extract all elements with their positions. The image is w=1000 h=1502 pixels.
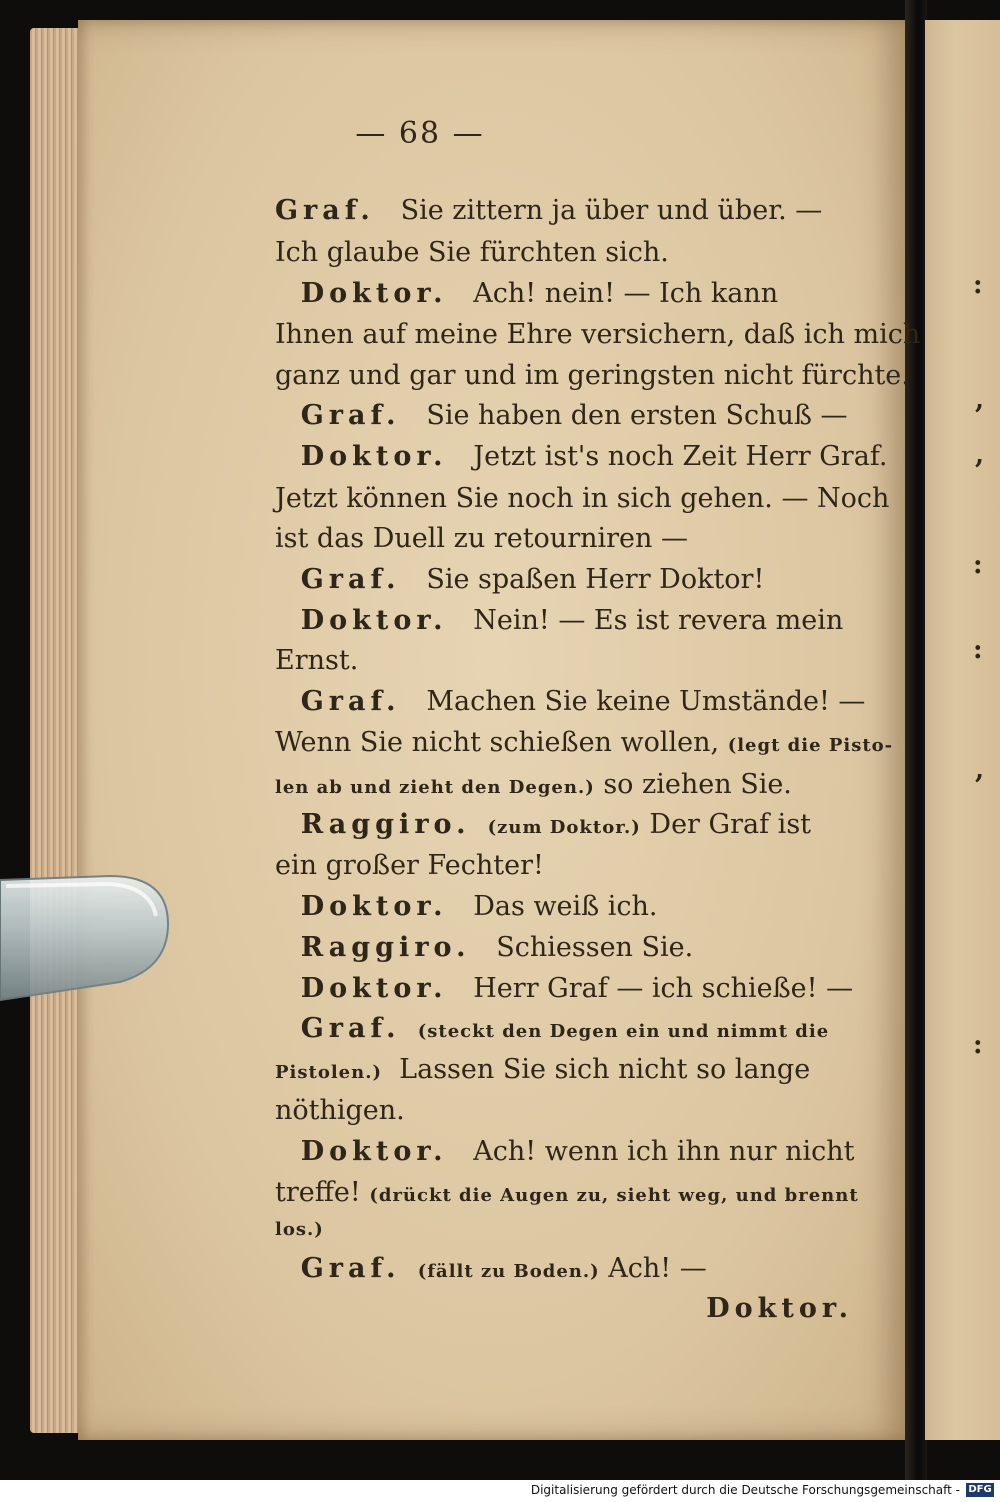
text-line — [275, 890, 853, 924]
text-line — [275, 808, 853, 845]
text-line — [275, 1252, 853, 1289]
speaker-name: Graf. — [300, 400, 401, 431]
text-line — [275, 1176, 859, 1213]
speaker-name: Graf. — [300, 1013, 401, 1044]
stage-direction: Pistolen.) — [275, 1062, 382, 1083]
text-line — [275, 1012, 853, 1049]
dialogue-text: Ach! nein! — Ich kann — [473, 278, 779, 309]
facing-page-edge: : , , : : , : — [925, 20, 1000, 1440]
dialogue-text: Sie zittern ja über und über. — — [400, 195, 823, 226]
stage-direction: (fällt zu Boden.) — [417, 1261, 600, 1282]
book-gutter — [905, 0, 927, 1480]
dialogue-text: Sie haben den ersten Schuß — — [426, 400, 848, 431]
speaker-name: Graf. — [300, 1253, 401, 1284]
dialogue-text: Ich glaube Sie fürchten sich. — [275, 237, 669, 268]
speaker-name: Doktor. — [300, 973, 448, 1004]
text-line — [275, 522, 853, 556]
speaker-name: Raggiro. — [300, 932, 471, 963]
text-line — [275, 644, 853, 678]
speaker-name: Raggiro. — [300, 809, 471, 840]
dialogue-text: Lassen Sie sich nicht so lange — [399, 1054, 811, 1085]
text-line — [275, 604, 853, 638]
glass-page-weight — [0, 872, 170, 1002]
dialogue-text: Ach! wenn ich ihn nur nicht — [473, 1136, 855, 1167]
text-line — [275, 1135, 853, 1169]
text-line — [275, 399, 853, 433]
dialogue-text: ganz und gar und im geringsten nicht fürchte. — [275, 360, 910, 391]
speaker-name: Graf. — [275, 195, 375, 226]
speaker-name: Doktor. — [300, 278, 448, 309]
dialogue-text: Ernst. — [275, 645, 359, 676]
text-line — [275, 1053, 853, 1090]
footer-credit: Digitalisierung gefördert durch die Deutsche Forschungsgemeinschaft - — [530, 1483, 960, 1497]
dialogue-text: treffe! — [275, 1177, 361, 1208]
stage-direction: (zum Doktor.) — [487, 817, 641, 838]
dialogue-text: nöthigen. — [275, 1095, 405, 1126]
dialogue-text: Herr Graf — ich schieße! — — [473, 973, 854, 1004]
dialogue-text: Sie spaßen Herr Doktor! — [426, 564, 765, 595]
text-line — [275, 563, 853, 597]
text-line — [275, 440, 888, 474]
dialogue-text: Der Graf ist — [649, 809, 812, 840]
text-line — [275, 277, 853, 311]
dialogue-text: Nein! — Es ist revera mein — [473, 605, 844, 636]
dialogue-text: ein großer Fechter! — [275, 850, 544, 881]
text-line — [275, 482, 890, 516]
text-line — [275, 1210, 853, 1247]
stage-direction: los.) — [275, 1219, 324, 1240]
text-line — [275, 1094, 853, 1128]
dialogue-text: ist das Duell zu retourniren — — [275, 523, 688, 554]
speaker-name: Doktor. — [300, 441, 448, 472]
speaker-name: Doktor. — [300, 891, 448, 922]
text-line — [275, 726, 894, 763]
dialogue-text: Ihnen auf meine Ehre versichern, daß ich mich — [275, 319, 921, 350]
dialogue-text: Machen Sie keine Umstände! — — [426, 686, 866, 717]
stage-direction: len ab und zieht den Degen.) — [275, 777, 595, 798]
text-line — [275, 685, 866, 719]
text-line — [275, 318, 921, 352]
catchword-line — [275, 1292, 853, 1326]
dialogue-text: so ziehen Sie. — [603, 769, 792, 800]
dialogue-text: Schiessen Sie. — [496, 932, 694, 963]
dfg-logo: DFG — [966, 1483, 994, 1497]
text-line — [275, 931, 853, 965]
footer-bar — [0, 1480, 1000, 1502]
dialogue-text: Jetzt ist's noch Zeit Herr Graf. — [473, 441, 888, 472]
text-line — [275, 194, 853, 228]
speaker-name: Graf. — [300, 686, 401, 717]
text-line — [275, 972, 853, 1006]
text-line — [275, 236, 853, 270]
dialogue-text: Das weiß ich. — [473, 891, 658, 922]
speaker-name: Graf. — [300, 564, 401, 595]
stage-direction: (legt die Pisto- — [727, 735, 894, 756]
catchword: Doktor. — [706, 1293, 853, 1324]
page-number: — 68 — — [355, 116, 485, 151]
dialogue-text: Ach! — — [608, 1253, 707, 1284]
text-line — [275, 849, 853, 883]
text-line — [275, 768, 853, 805]
text-line — [275, 359, 910, 393]
speaker-name: Doktor. — [300, 1136, 448, 1167]
stage-direction: (drückt die Augen zu, sieht weg, und brennt — [369, 1185, 859, 1206]
speaker-name: Doktor. — [300, 605, 448, 636]
dialogue-text: Jetzt können Sie noch in sich gehen. — Noch — [275, 483, 890, 514]
dialogue-text: Wenn Sie nicht schießen wollen, — [275, 727, 720, 758]
stage-direction: (steckt den Degen ein und nimmt die — [417, 1021, 830, 1042]
